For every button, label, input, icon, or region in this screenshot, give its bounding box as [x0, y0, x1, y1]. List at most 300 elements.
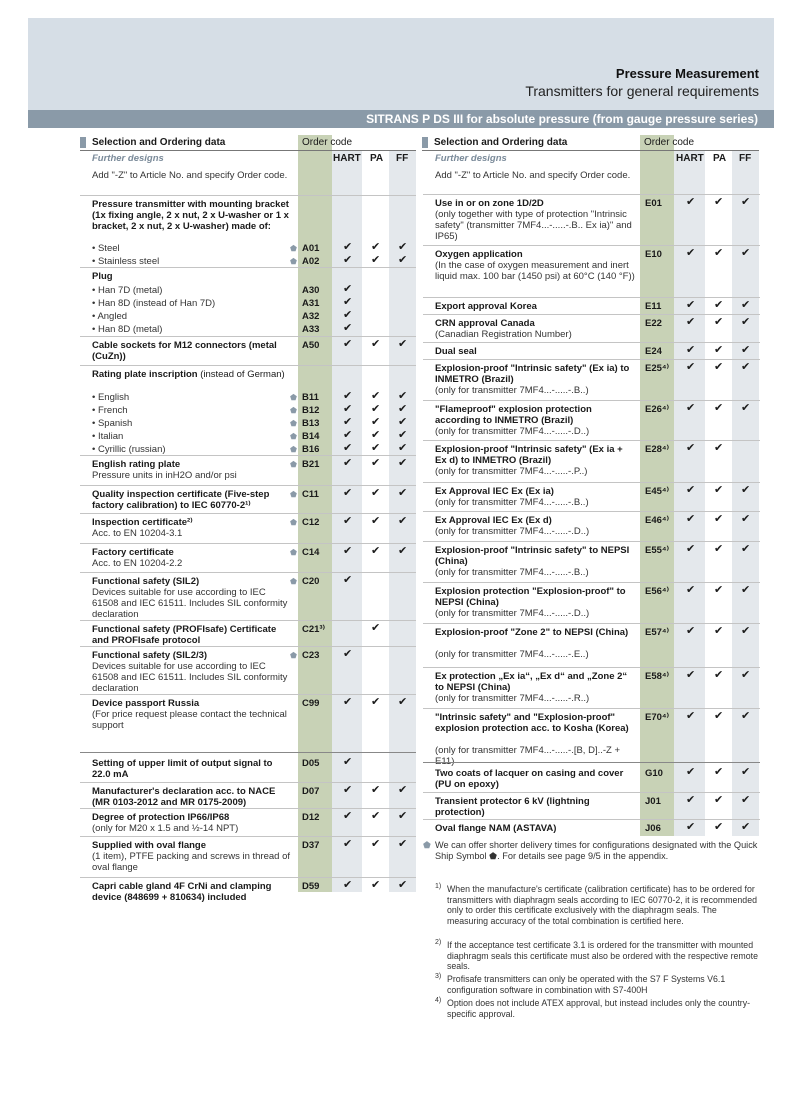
- right-order-code: E25⁴⁾: [645, 363, 669, 374]
- left-quickship-icon: ⬟: [290, 577, 297, 586]
- right-row-description: (only for transmitter 7MF4...-.....-.B..): [435, 385, 589, 396]
- right-check-mark: ✔: [686, 584, 696, 596]
- left-order-code: C99: [302, 698, 320, 709]
- left-order-code: A30: [302, 285, 320, 296]
- left-quickship-icon: ⬟: [290, 406, 297, 415]
- right-row-divider: [423, 667, 760, 668]
- right-row-divider: [423, 400, 760, 401]
- left-check-mark: ✔: [398, 545, 408, 557]
- footnote-text: Option does not include ATEX approval, but instead includes only the country-specific approval.: [447, 998, 751, 1019]
- right-check-mark: ✔: [741, 344, 751, 356]
- left-quickship-icon: ⬟: [290, 518, 297, 527]
- right-further-designs: Further designs: [435, 153, 507, 164]
- right-check-mark: ✔: [714, 196, 724, 208]
- right-row-title: Explosion protection "Explosion-proof" to NEPSI (China): [435, 586, 626, 608]
- left-check-mark: ✔: [371, 622, 381, 634]
- footnote: [435, 997, 759, 1019]
- right-check-mark: ✔: [686, 344, 696, 356]
- right-row-divider: [423, 245, 760, 246]
- right-check-mark: ✔: [741, 247, 751, 259]
- right-check-mark: ✔: [686, 361, 696, 373]
- right-check-mark: ✔: [714, 669, 724, 681]
- right-check-mark: ✔: [686, 513, 696, 525]
- right-check-mark: ✔: [741, 710, 751, 722]
- left-check-mark: ✔: [371, 515, 381, 527]
- right-row-title: Use in or on zone 1D/2D: [435, 198, 544, 209]
- left-row-description: • Han 8D (metal): [92, 324, 163, 335]
- left-check-mark: ✔: [398, 429, 408, 441]
- footnote-text: If the acceptance test certificate 3.1 is ordered for the transmitter with mounted diaphragm seals this certificate must also be ordered with the respective remote seals.: [447, 940, 758, 971]
- right-row-divider: [423, 582, 760, 583]
- left-quickship-icon: ⬟: [290, 460, 297, 469]
- right-check-mark: ✔: [686, 247, 696, 259]
- right-check-mark: ✔: [686, 442, 696, 454]
- left-row-divider: [80, 836, 416, 837]
- left-check-mark: ✔: [343, 457, 353, 469]
- right-check-mark: ✔: [741, 299, 751, 311]
- left-quickship-icon: ⬟: [290, 419, 297, 428]
- right-check-mark: ✔: [714, 316, 724, 328]
- left-row-description: • Cyrillic (russian): [92, 444, 166, 455]
- right-row-title: CRN approval Canada: [435, 318, 535, 329]
- left-check-mark: ✔: [343, 838, 353, 850]
- right-check-mark: ✔: [741, 196, 751, 208]
- right-row-divider: [423, 314, 760, 315]
- right-selection-header: Selection and Ordering data: [422, 137, 567, 148]
- right-table-header: [422, 135, 759, 151]
- right-row-description: (only for transmitter 7MF4...-.....-.D..): [435, 526, 590, 537]
- right-row-title: Two coats of lacquer on casing and cover (PU on epoxy): [435, 768, 624, 790]
- right-row-divider: [423, 623, 760, 624]
- left-row-description: (For price request please contact the technical support: [92, 709, 287, 731]
- quickship-note: [423, 840, 760, 862]
- footnote-number: 4): [435, 997, 442, 1004]
- right-check-mark: ✔: [686, 196, 696, 208]
- left-order-code: A02: [302, 256, 320, 267]
- left-row-title: Functional safety (SIL2/3): [92, 650, 208, 661]
- left-check-mark: ✔: [371, 810, 381, 822]
- right-check-mark: ✔: [741, 584, 751, 596]
- left-quickship-icon: ⬟: [290, 490, 297, 499]
- right-pa-header: PA: [713, 153, 727, 164]
- right-check-mark: ✔: [686, 402, 696, 414]
- left-order-code: A31: [302, 298, 320, 309]
- left-check-mark: ✔: [398, 403, 408, 415]
- right-check-mark: ✔: [686, 543, 696, 555]
- right-row-description: (only together with type of protection "Intrinsic safety" (transmitter 7MF4...-.....-.B.. Ex ia)" and IP65): [435, 209, 632, 242]
- right-check-mark: ✔: [714, 710, 724, 722]
- left-check-mark: ✔: [398, 241, 408, 253]
- left-order-code: B21: [302, 459, 320, 470]
- left-row-description: • Spanish: [92, 418, 133, 429]
- left-row-title: Quality inspection certificate (Five-step factory calibration) to IEC 60770-2¹⁾: [92, 489, 270, 511]
- left-order-code: C12: [302, 517, 320, 528]
- right-check-mark: ✔: [714, 543, 724, 555]
- left-quickship-icon: ⬟: [290, 548, 297, 557]
- right-order-code-header: Order code: [644, 137, 695, 148]
- left-check-mark: ✔: [343, 515, 353, 527]
- right-check-mark: ✔: [714, 402, 724, 414]
- left-row-description: • Han 7D (metal): [92, 285, 163, 296]
- left-check-mark: ✔: [398, 457, 408, 469]
- footnote-text: When the manufacture's certificate (calibration certificate) has to be ordered for transmitters with diaphragm seals according to IEC 60770-2, it is recommended only to order this certificate exclusively with the diaphragm seals. The measuring accuracy of the total combination is certified here.: [447, 884, 757, 926]
- right-row-divider: [423, 708, 760, 709]
- left-row-title: Inspection certificate²⁾: [92, 517, 193, 528]
- right-row-title: Explosion-proof "Intrinsic safety" to NEPSI (China): [435, 545, 630, 567]
- left-check-mark: ✔: [371, 390, 381, 402]
- right-row-title: Explosion-proof "Intrinsic safety" (Ex ia + Ex d) to INMETRO (Brazil): [435, 444, 623, 466]
- left-check-mark: ✔: [398, 487, 408, 499]
- left-check-mark: ✔: [371, 487, 381, 499]
- right-row-title: Ex Approval IEC Ex (Ex ia): [435, 486, 554, 497]
- right-check-mark: ✔: [714, 484, 724, 496]
- right-row-divider: [423, 440, 760, 441]
- left-order-code: C23: [302, 650, 320, 661]
- left-selection-header: Selection and Ordering data: [80, 137, 225, 148]
- left-check-mark: ✔: [398, 390, 408, 402]
- right-check-mark: ✔: [741, 402, 751, 414]
- right-row-title: Explosion-proof "Zone 2" to NEPSI (China): [435, 627, 629, 638]
- left-row-description: (only for M20 x 1.5 and ½-14 NPT): [92, 823, 239, 834]
- right-row-description: (only for transmitter 7MF4...-.....-.[B, D]..-Z +: [435, 745, 621, 756]
- right-order-code: E22: [645, 318, 662, 329]
- left-order-code: B13: [302, 418, 320, 429]
- right-check-mark: ✔: [741, 794, 751, 806]
- left-check-mark: ✔: [343, 784, 353, 796]
- left-row-divider: [80, 752, 416, 753]
- left-check-mark: ✔: [371, 254, 381, 266]
- left-check-mark: ✔: [398, 254, 408, 266]
- left-row-divider: [80, 620, 416, 621]
- left-row-title: Device passport Russia: [92, 698, 200, 709]
- footnote-number: 3): [435, 973, 442, 980]
- right-check-mark: ✔: [714, 361, 724, 373]
- footnote-number: 2): [435, 939, 442, 946]
- right-check-mark: ✔: [714, 625, 724, 637]
- left-row-title: Capri cable gland 4F CrNi and clamping device (848699 + 810634) included: [92, 881, 272, 903]
- left-order-code: C11: [302, 489, 319, 500]
- left-order-code: A50: [302, 340, 320, 351]
- right-order-code: E57⁴⁾: [645, 627, 669, 638]
- right-check-mark: ✔: [686, 794, 696, 806]
- footnote: [435, 883, 759, 926]
- right-check-mark: ✔: [714, 766, 724, 778]
- left-order-code: A01: [302, 243, 320, 254]
- right-check-mark: ✔: [686, 484, 696, 496]
- right-row-title: Export approval Korea: [435, 301, 537, 312]
- left-check-mark: ✔: [371, 429, 381, 441]
- left-order-code: D12: [302, 812, 320, 823]
- footnote: [435, 973, 759, 995]
- right-row-divider: [423, 511, 760, 512]
- left-check-mark: ✔: [398, 810, 408, 822]
- left-check-mark: ✔: [371, 416, 381, 428]
- left-row-title: Cable sockets for M12 connectors (metal (CuZn)): [92, 340, 277, 362]
- right-check-mark: ✔: [714, 442, 724, 454]
- right-row-title: "Intrinsic safety" and "Explosion-proof" explosion protection acc. to Kosha (Korea): [435, 712, 629, 734]
- left-quickship-icon: ⬟: [290, 393, 297, 402]
- left-check-mark: ✔: [398, 515, 408, 527]
- right-check-mark: ✔: [714, 794, 724, 806]
- left-row-divider: [80, 646, 416, 647]
- left-check-mark: ✔: [343, 442, 353, 454]
- right-order-code: E45⁴⁾: [645, 486, 669, 497]
- right-row-divider: [423, 482, 760, 483]
- left-check-mark: ✔: [371, 338, 381, 350]
- right-check-mark: ✔: [714, 584, 724, 596]
- left-check-mark: ✔: [343, 322, 353, 334]
- left-row-title: Manufacturer's declaration acc. to NACE (MR 0103-2012 and MR 0175-2009): [92, 786, 276, 808]
- left-check-mark: ✔: [343, 309, 353, 321]
- left-row-description: • Angled: [92, 311, 128, 322]
- right-row-divider: [423, 297, 760, 298]
- left-row-description: • French: [92, 405, 128, 416]
- right-order-code: E26⁴⁾: [645, 404, 669, 415]
- right-order-code: E55⁴⁾: [645, 545, 669, 556]
- left-row-divider: [80, 365, 416, 366]
- left-check-mark: ✔: [343, 487, 353, 499]
- right-check-mark: ✔: [741, 669, 751, 681]
- right-check-mark: ✔: [686, 625, 696, 637]
- left-row-divider: [80, 694, 416, 695]
- right-row-title: Ex protection „Ex ia“, „Ex d“ and „Zone 2“ to NEPSI (China): [435, 671, 628, 693]
- left-further-designs: Further designs: [92, 153, 164, 164]
- right-row-description: (only for transmitter 7MF4...-.....-.P..): [435, 466, 588, 477]
- left-check-mark: ✔: [371, 838, 381, 850]
- right-row-description: Add "-Z" to Article No. and specify Order code.: [435, 170, 631, 181]
- left-check-mark: ✔: [343, 545, 353, 557]
- left-row-divider: [80, 877, 416, 878]
- left-row-description: Add "-Z" to Article No. and specify Order code.: [92, 170, 288, 181]
- left-order-code: B12: [302, 405, 320, 416]
- right-row-title: "Flameproof" explosion protection according to INMETRO (Brazil): [435, 404, 592, 426]
- right-row-description: (only for transmitter 7MF4...-.....-.R..): [435, 693, 590, 704]
- right-row-description: (In the case of oxygen measurement and inert liquid max. 100 bar (1450 psi) at 60°C (140 °F)): [435, 260, 635, 282]
- left-check-mark: ✔: [343, 696, 353, 708]
- footnote-number: 1): [435, 883, 442, 890]
- left-check-mark: ✔: [343, 254, 353, 266]
- left-row-title-suffix: (instead of German): [197, 369, 285, 380]
- right-row-description: (only for transmitter 7MF4...-.....-.B..): [435, 567, 589, 578]
- left-row-divider: [80, 336, 416, 337]
- right-row-description: (only for transmitter 7MF4...-.....-.B..): [435, 497, 589, 508]
- right-subheader: [435, 153, 759, 167]
- left-order-code: C14: [302, 547, 320, 558]
- right-check-mark: ✔: [686, 669, 696, 681]
- left-check-mark: ✔: [398, 416, 408, 428]
- section-bar: [28, 110, 774, 128]
- right-check-mark: ✔: [741, 513, 751, 525]
- right-order-code: E58⁴⁾: [645, 671, 669, 682]
- left-check-mark: ✔: [371, 241, 381, 253]
- right-check-mark: ✔: [741, 543, 751, 555]
- left-quickship-icon: ⬟: [290, 244, 297, 253]
- left-check-mark: ✔: [343, 574, 353, 586]
- right-check-mark: ✔: [741, 316, 751, 328]
- left-check-mark: ✔: [398, 879, 408, 891]
- right-row-description: (Canadian Registration Number): [435, 329, 572, 340]
- right-row-divider: [423, 359, 760, 360]
- right-row-description: (only for transmitter 7MF4...-.....-.D..): [435, 426, 590, 437]
- left-order-code: B11: [302, 392, 319, 403]
- right-row-title: Transient protector 6 kV (lightning protection): [435, 796, 590, 818]
- left-order-code: D59: [302, 881, 320, 892]
- left-pa-header: PA: [370, 153, 384, 164]
- right-order-code: G10: [645, 768, 663, 779]
- right-check-mark: ✔: [686, 766, 696, 778]
- left-check-mark: ✔: [398, 784, 408, 796]
- right-check-mark: ✔: [741, 766, 751, 778]
- right-header-rule: [422, 150, 759, 151]
- right-check-mark: ✔: [686, 821, 696, 833]
- right-check-mark: ✔: [686, 316, 696, 328]
- right-check-mark: ✔: [714, 247, 724, 259]
- left-row-title: Functional safety (PROFIsafe) Certificate and PROFIsafe protocol: [92, 624, 277, 646]
- right-order-code: E01: [645, 198, 662, 209]
- left-order-code: A32: [302, 311, 320, 322]
- left-row-description: • Steel: [92, 243, 120, 254]
- quickship-note-text: We can offer shorter delivery times for configurations designated with the Quick Ship Symbol ⬟. For details see page 9/5 in the appendix.: [435, 840, 758, 861]
- left-row-divider: [80, 513, 416, 514]
- left-row-description: Acc. to EN 10204-3.1: [92, 528, 183, 539]
- right-row-description: (only for transmitter 7MF4...-.....-.E..): [435, 649, 589, 660]
- left-row-divider: [80, 195, 416, 196]
- left-check-mark: ✔: [398, 838, 408, 850]
- left-order-code: D07: [302, 786, 320, 797]
- left-row-divider: [80, 455, 416, 456]
- left-row-title: Rating plate inscription (instead of German): [92, 369, 285, 380]
- left-check-mark: ✔: [343, 416, 353, 428]
- left-row-divider: [80, 485, 416, 486]
- left-quickship-icon: ⬟: [290, 432, 297, 441]
- left-row-description: (1 item), PTFE packing and screws in thread of oval flange: [92, 851, 290, 873]
- right-check-mark: ✔: [686, 299, 696, 311]
- left-check-mark: ✔: [343, 241, 353, 253]
- right-row-title: Explosion-proof "Intrinsic safety" (Ex ia) to INMETRO (Brazil): [435, 363, 630, 385]
- right-row-divider: [423, 541, 760, 542]
- page-subtitle: Transmitters for general requirements: [525, 83, 759, 99]
- footnote-text: Profisafe transmitters can only be operated with the S7 F Systems V6.1 configuration software in combination with S7-400H: [447, 974, 726, 995]
- left-row-divider: [80, 572, 416, 573]
- left-order-code: C21³⁾: [302, 624, 325, 635]
- quickship-icon: ⬟: [423, 840, 431, 850]
- left-row-title: Degree of protection IP66/IP68: [92, 812, 230, 823]
- left-check-mark: ✔: [343, 879, 353, 891]
- left-check-mark: ✔: [371, 879, 381, 891]
- left-check-mark: ✔: [343, 296, 353, 308]
- right-check-mark: ✔: [741, 361, 751, 373]
- left-row-description: • Italian: [92, 431, 124, 442]
- left-row-description: • English: [92, 392, 130, 403]
- left-row-title: Supplied with oval flange: [92, 840, 207, 851]
- left-header-rule: [80, 150, 416, 151]
- left-row-title: Factory certificate: [92, 547, 174, 558]
- left-check-mark: ✔: [343, 756, 353, 768]
- right-hart-header: HART: [676, 153, 704, 164]
- right-row-title: Dual seal: [435, 346, 477, 357]
- right-row-divider: [423, 194, 760, 195]
- left-quickship-icon: ⬟: [290, 445, 297, 454]
- left-row-title: Functional safety (SIL2): [92, 576, 200, 587]
- left-check-mark: ✔: [398, 338, 408, 350]
- right-order-code: E28⁴⁾: [645, 444, 669, 455]
- page-title: Pressure Measurement: [615, 66, 759, 81]
- right-order-code: J01: [645, 796, 661, 807]
- left-order-code: B16: [302, 444, 320, 455]
- right-row-divider: [423, 762, 760, 763]
- right-row-divider: [423, 792, 760, 793]
- right-order-code: E10: [645, 249, 662, 260]
- right-check-mark: ✔: [741, 821, 751, 833]
- left-row-title: Plug: [92, 271, 113, 282]
- section-title: SITRANS P DS III for absolute pressure (from gauge pressure series): [366, 112, 758, 126]
- left-check-mark: ✔: [371, 545, 381, 557]
- left-row-description: • Han 8D (instead of Han 7D): [92, 298, 216, 309]
- right-check-mark: ✔: [714, 821, 724, 833]
- left-row-title: English rating plate: [92, 459, 181, 470]
- left-check-mark: ✔: [343, 403, 353, 415]
- right-row-description: (only for transmitter 7MF4...-.....-.D..): [435, 608, 590, 619]
- right-ff-header: FF: [739, 153, 752, 164]
- left-table-header: [80, 135, 416, 151]
- left-row-description: Devices suitable for use according to IEC 61508 and IEC 61511. Includes SIL conformity declaration: [92, 587, 288, 620]
- right-row-title: Oxygen application: [435, 249, 523, 260]
- left-check-mark: ✔: [371, 696, 381, 708]
- right-order-code: E11: [645, 301, 662, 312]
- left-ff-header: FF: [396, 153, 409, 164]
- right-check-mark: ✔: [714, 344, 724, 356]
- left-row-divider: [80, 543, 416, 544]
- right-row-divider: [423, 819, 760, 820]
- left-quickship-icon: ⬟: [290, 651, 297, 660]
- right-row-title: Oval flange NAM (ASTAVA): [435, 823, 557, 834]
- right-row-title: Ex Approval IEC Ex (Ex d): [435, 515, 552, 526]
- right-check-mark: ✔: [741, 484, 751, 496]
- right-order-code: E70⁴⁾: [645, 712, 669, 723]
- left-order-code: C20: [302, 576, 320, 587]
- right-row-divider: [423, 342, 760, 343]
- left-check-mark: ✔: [371, 457, 381, 469]
- left-check-mark: ✔: [343, 283, 353, 295]
- left-row-description: Acc. to EN 10204-2.2: [92, 558, 183, 569]
- left-check-mark: ✔: [398, 442, 408, 454]
- left-row-title: Pressure transmitter with mounting bracket (1x fixing angle, 2 x nut, 2 x U-washer or 1 x bracket, 2 x nut, 2 x U-washer) made of:: [92, 199, 289, 232]
- left-row-description: • Stainless steel: [92, 256, 160, 267]
- left-hart-header: HART: [333, 153, 361, 164]
- left-row-divider: [80, 267, 416, 268]
- right-order-code: J06: [645, 823, 661, 834]
- right-check-mark: ✔: [714, 513, 724, 525]
- right-check-mark: ✔: [741, 625, 751, 637]
- left-check-mark: ✔: [371, 403, 381, 415]
- right-check-mark: ✔: [686, 710, 696, 722]
- left-order-code: D37: [302, 840, 320, 851]
- footnote: [435, 939, 759, 972]
- left-row-description: Pressure units in inH2O and/or psi: [92, 470, 237, 481]
- left-check-mark: ✔: [343, 648, 353, 660]
- right-check-mark: ✔: [714, 299, 724, 311]
- right-order-code: E46⁴⁾: [645, 515, 669, 526]
- left-order-code-header: Order code: [302, 137, 353, 148]
- left-subheader: [92, 153, 416, 167]
- left-order-code: B14: [302, 431, 320, 442]
- left-check-mark: ✔: [343, 390, 353, 402]
- left-check-mark: ✔: [343, 429, 353, 441]
- left-quickship-icon: ⬟: [290, 257, 297, 266]
- left-row-divider: [80, 782, 416, 783]
- left-row-title: Setting of upper limit of output signal to 22.0 mA: [92, 758, 273, 780]
- left-check-mark: ✔: [343, 810, 353, 822]
